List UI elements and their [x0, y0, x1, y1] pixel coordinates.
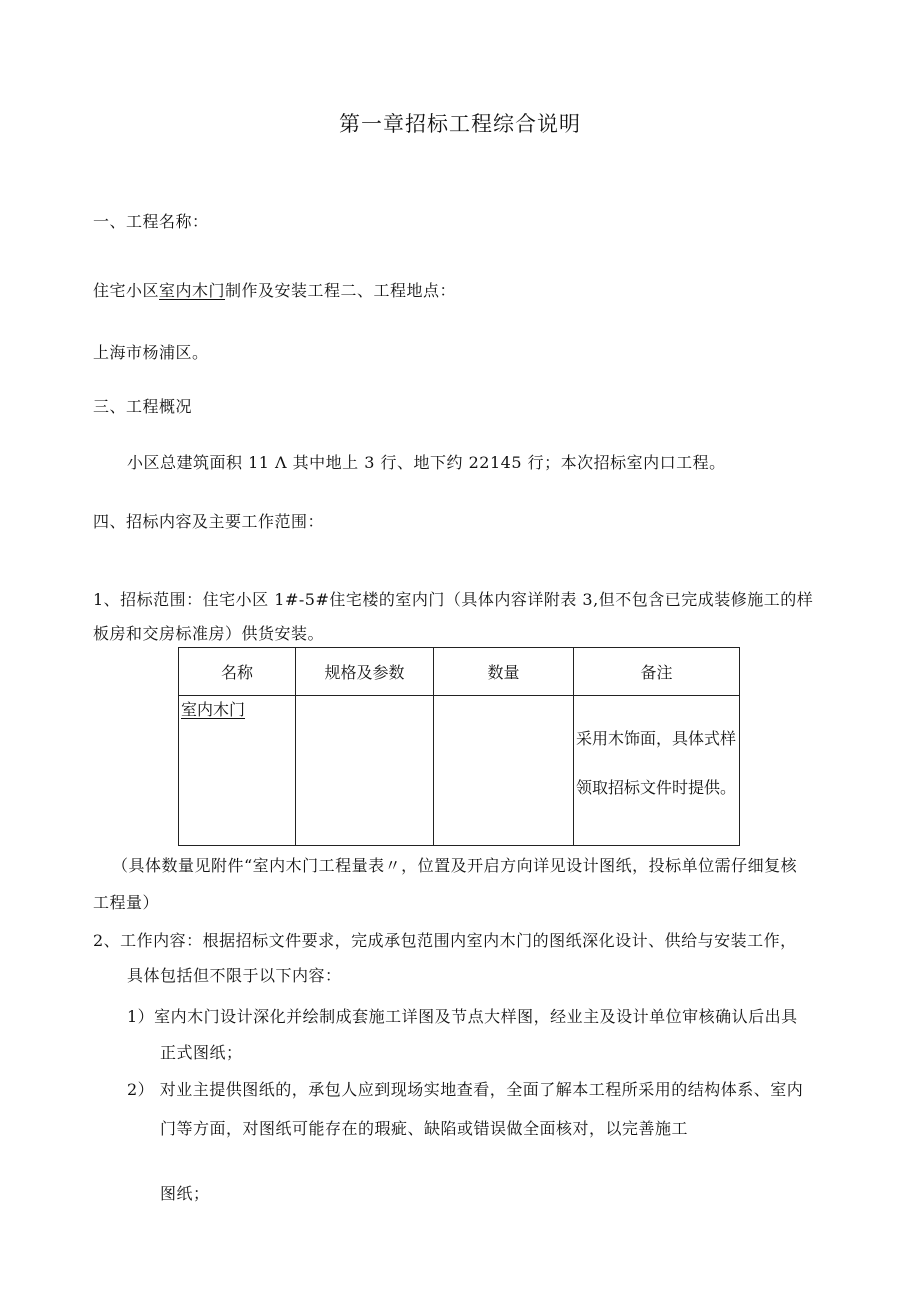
table-row: [179, 696, 740, 846]
subitem-1-line-2: 正式图纸；: [160, 1043, 243, 1062]
table-note-line-2: 工程量）: [93, 893, 160, 912]
scope-table: [178, 647, 740, 846]
item-note: 采用木饰面，具体式样领取招标文件时提供。: [576, 729, 737, 797]
scope-paragraph-line-2: 板房和交房标准房）供货安装。: [93, 624, 325, 643]
subitem-1-line-1: 1）室内木门设计深化并绘制成套施工详图及节点大样图，经业主及设计单位审核确认后出具: [127, 1007, 798, 1026]
table-cell-note: [574, 696, 740, 846]
table-cell-name: [179, 696, 296, 846]
overview-paragraph: 小区总建筑面积 11 Λ 其中地上 3 行、地下约 22145 行；本次招标室内口工程。: [127, 453, 726, 472]
subitem-2-line-3: 图纸；: [160, 1184, 210, 1203]
table-note-line-1: （具体数量见附件“室内木门工程量表〃，位置及开启方向详见设计图纸，投标单位需仔细复核: [112, 856, 798, 875]
section-heading-scope: 四、招标内容及主要工作范围：: [93, 512, 325, 531]
scope-paragraph-line-1: 1、招标范围：住宅小区 1#-5#住宅楼的室内门（具体内容详附表 3,但不包含已完成装修施工的样: [93, 590, 814, 609]
project-location: 上海市杨浦区。: [93, 343, 209, 362]
table-header-cell: 备注: [574, 648, 740, 696]
table-header-cell: 规格及参数: [296, 648, 434, 696]
item-name: 室内木门: [181, 700, 246, 719]
project-name-paragraph: [93, 281, 456, 301]
project-name-prefix: 住宅小区: [93, 281, 160, 300]
work-content-line-1: 2、工作内容：根据招标文件要求，完成承包范围内室内木门的图纸深化设计、供给与安装工作，: [93, 931, 797, 950]
table-header-row: [179, 648, 740, 696]
work-content-line-2: 具体包括但不限于以下内容：: [127, 966, 342, 985]
subitem-2-line-1: 2） 对业主提供图纸的，承包人应到现场实地查看，全面了解本工程所采用的结构体系、室内: [127, 1080, 804, 1099]
table-cell-spec: [296, 696, 434, 846]
page-title: 第一章招标工程综合说明: [339, 112, 581, 136]
section-heading-overview: 三、工程概况: [93, 397, 193, 416]
table-cell-qty: [434, 696, 574, 846]
project-name-suffix: 制作及安装工程二、工程地点：: [225, 281, 457, 300]
table-header-cell: 名称: [179, 648, 296, 696]
project-name-underlined: 室内木门: [159, 281, 226, 300]
section-heading-project-name: 一、工程名称：: [93, 212, 209, 231]
subitem-2-line-2: 门等方面，对图纸可能存在的瑕疵、缺陷或错误做全面核对，以完善施工: [160, 1119, 689, 1138]
table-header-cell: 数量: [434, 648, 574, 696]
